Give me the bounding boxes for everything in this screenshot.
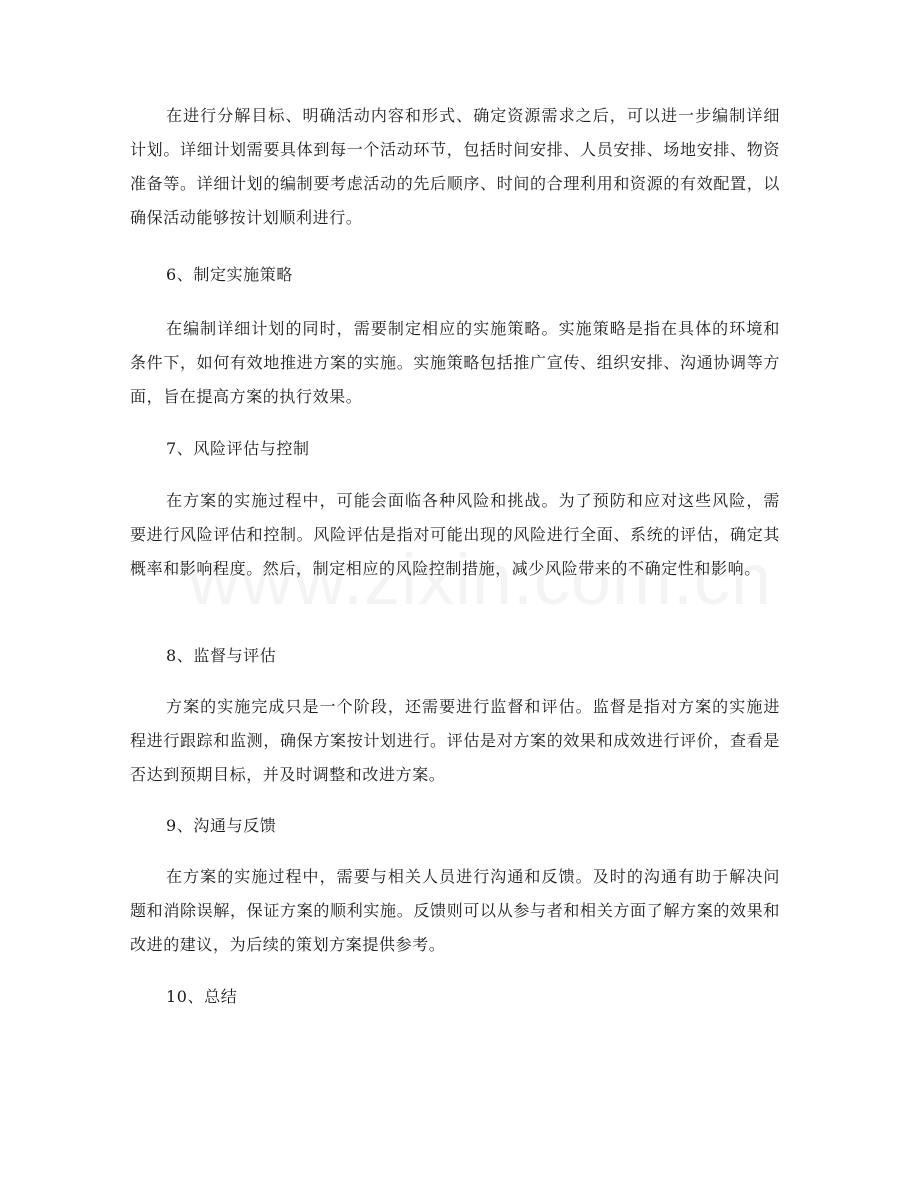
paragraph-risk-assessment: 在方案的实施过程中，可能会面临各种风险和挑战。为了预防和应对这些风险，需要进行风险评估和控制。风险评估是指对可能出现的风险进行全面、系统的评估，确定其概率和影响程度。然后，制定相应的风险控制措施，减少风险带来的不确定性和影响。 <box>130 491 780 578</box>
paragraph-communication-feedback: 在方案的实施过程中，需要与相关人员进行沟通和反馈。及时的沟通有助于解决问题和消除误解，保证方案的顺利实施。反馈则可以从参与者和相关方面了解方案的效果和改进的建议，为后续的策划方案提供参考。 <box>130 867 780 954</box>
paragraph-implementation-strategy: 在编制详细计划的同时，需要制定相应的实施策略。实施策略是指在具体的环境和条件下，如何有效地推进方案的实施。实施策略包括推广宣传、组织安排、沟通协调等方面，旨在提高方案的执行效果。 <box>130 319 780 406</box>
heading-supervision-evaluation: 8、监督与评估 <box>166 646 277 665</box>
paragraph-supervision-evaluation: 方案的实施完成只是一个阶段，还需要进行监督和评估。监督是指对方案的实施进程进行跟踪和监测，确保方案按计划进行。评估是对方案的效果和成效进行评价，查看是否达到预期目标，并及时调整和改进方案。 <box>130 697 780 784</box>
paragraph-detailed-plan: 在进行分解目标、明确活动内容和形式、确定资源需求之后，可以进一步编制详细计划。详细计划需要具体到每一个活动环节，包括时间安排、人员安排、场地安排、物资准备等。详细计划的编制要考虑活动的先后顺序、时间的合理利用和资源的有效配置，以确保活动能够按计划顺利进行。 <box>130 106 780 227</box>
heading-summary: 10、总结 <box>166 987 238 1006</box>
heading-implementation-strategy: 6、制定实施策略 <box>166 265 293 284</box>
heading-communication-feedback: 9、沟通与反馈 <box>166 816 277 835</box>
heading-risk-assessment: 7、风险评估与控制 <box>166 439 310 458</box>
